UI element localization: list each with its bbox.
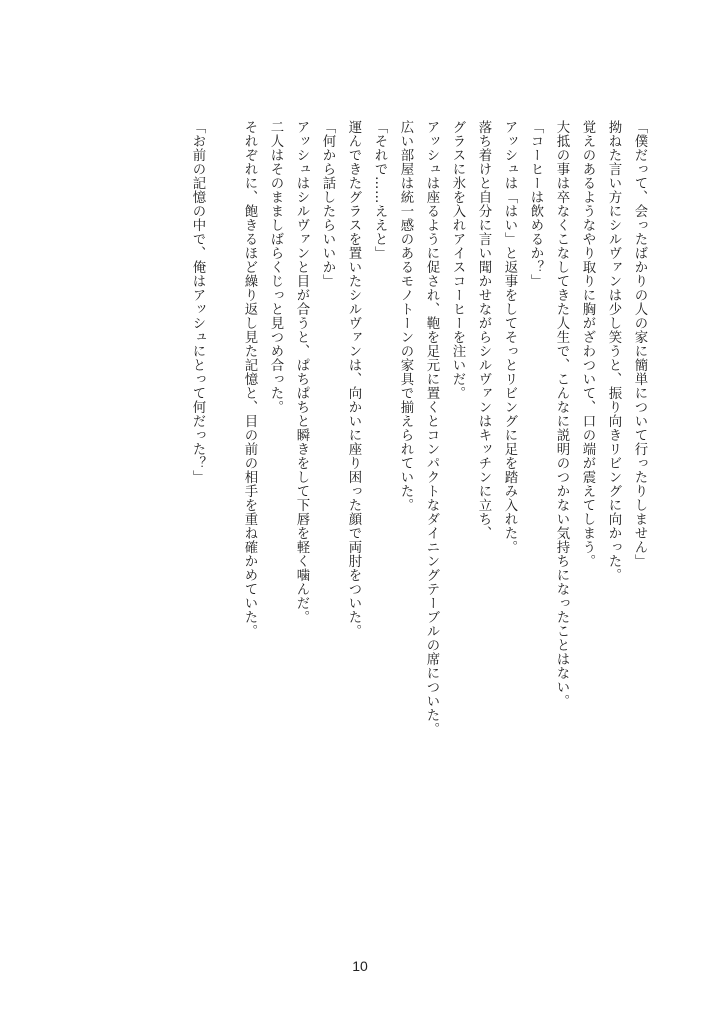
text-line: 運んできたグラスを置いたシルヴァンは、向かいに座り困った顔で両肘をついた。 xyxy=(346,120,361,638)
text-line: 「何から話したらいいか」 xyxy=(320,120,335,288)
text-line: グラスに氷を入れアイスコーヒーを注いだ。 xyxy=(450,120,465,400)
text-line: それぞれに、飽きるほど繰り返し見た記憶と、目の前の相手を重ね確かめていた。 xyxy=(242,120,257,638)
text-line: 「コーヒーは飲めるか？」 xyxy=(528,120,543,288)
text-line: アッシュは「はい」と返事をしてそっとリビングに足を踏み入れた。 xyxy=(502,120,517,554)
text-line: 拗ねた言い方にシルヴァンは少し笑うと、振り向きリビングに向かった。 xyxy=(606,120,621,582)
text-line: 大抵の事は卒なくこなしてきた人生で、こんなに説明のつかない気持ちになったことはない。 xyxy=(554,120,569,708)
text-line: 覚えのあるようなやり取りに胸がざわついて、口の端が震えてしまう。 xyxy=(580,120,595,568)
text-line: 「それで……ええと」 xyxy=(372,120,387,260)
text-line: 落ち着けと自分に言い聞かせながらシルヴァンはキッチンに立ち、 xyxy=(476,120,491,540)
text-line: アッシュはシルヴァンと目が合うと、ぱちぱちと瞬きをして下唇を軽く噛んだ。 xyxy=(294,120,309,624)
blank-line xyxy=(210,120,236,890)
text-line: 「僕だって、会ったばかりの人の家に簡単について行ったりしません」 xyxy=(632,120,647,568)
text-line: アッシュは座るように促され、鞄を足元に置くとコンパクトなダイニングテーブルの席についた。 xyxy=(424,120,439,736)
text-line: 「お前の記憶の中で、俺はアッシュにとって何だった？」 xyxy=(190,120,205,484)
page-number: 10 xyxy=(352,958,368,974)
text-line: 広い部屋は統一感のあるモノトーンの家具で揃えられていた。 xyxy=(398,120,413,512)
vertical-text-body xyxy=(184,120,652,890)
text-line: 二人はそのまましばらくじっと見つめ合った。 xyxy=(268,120,283,414)
